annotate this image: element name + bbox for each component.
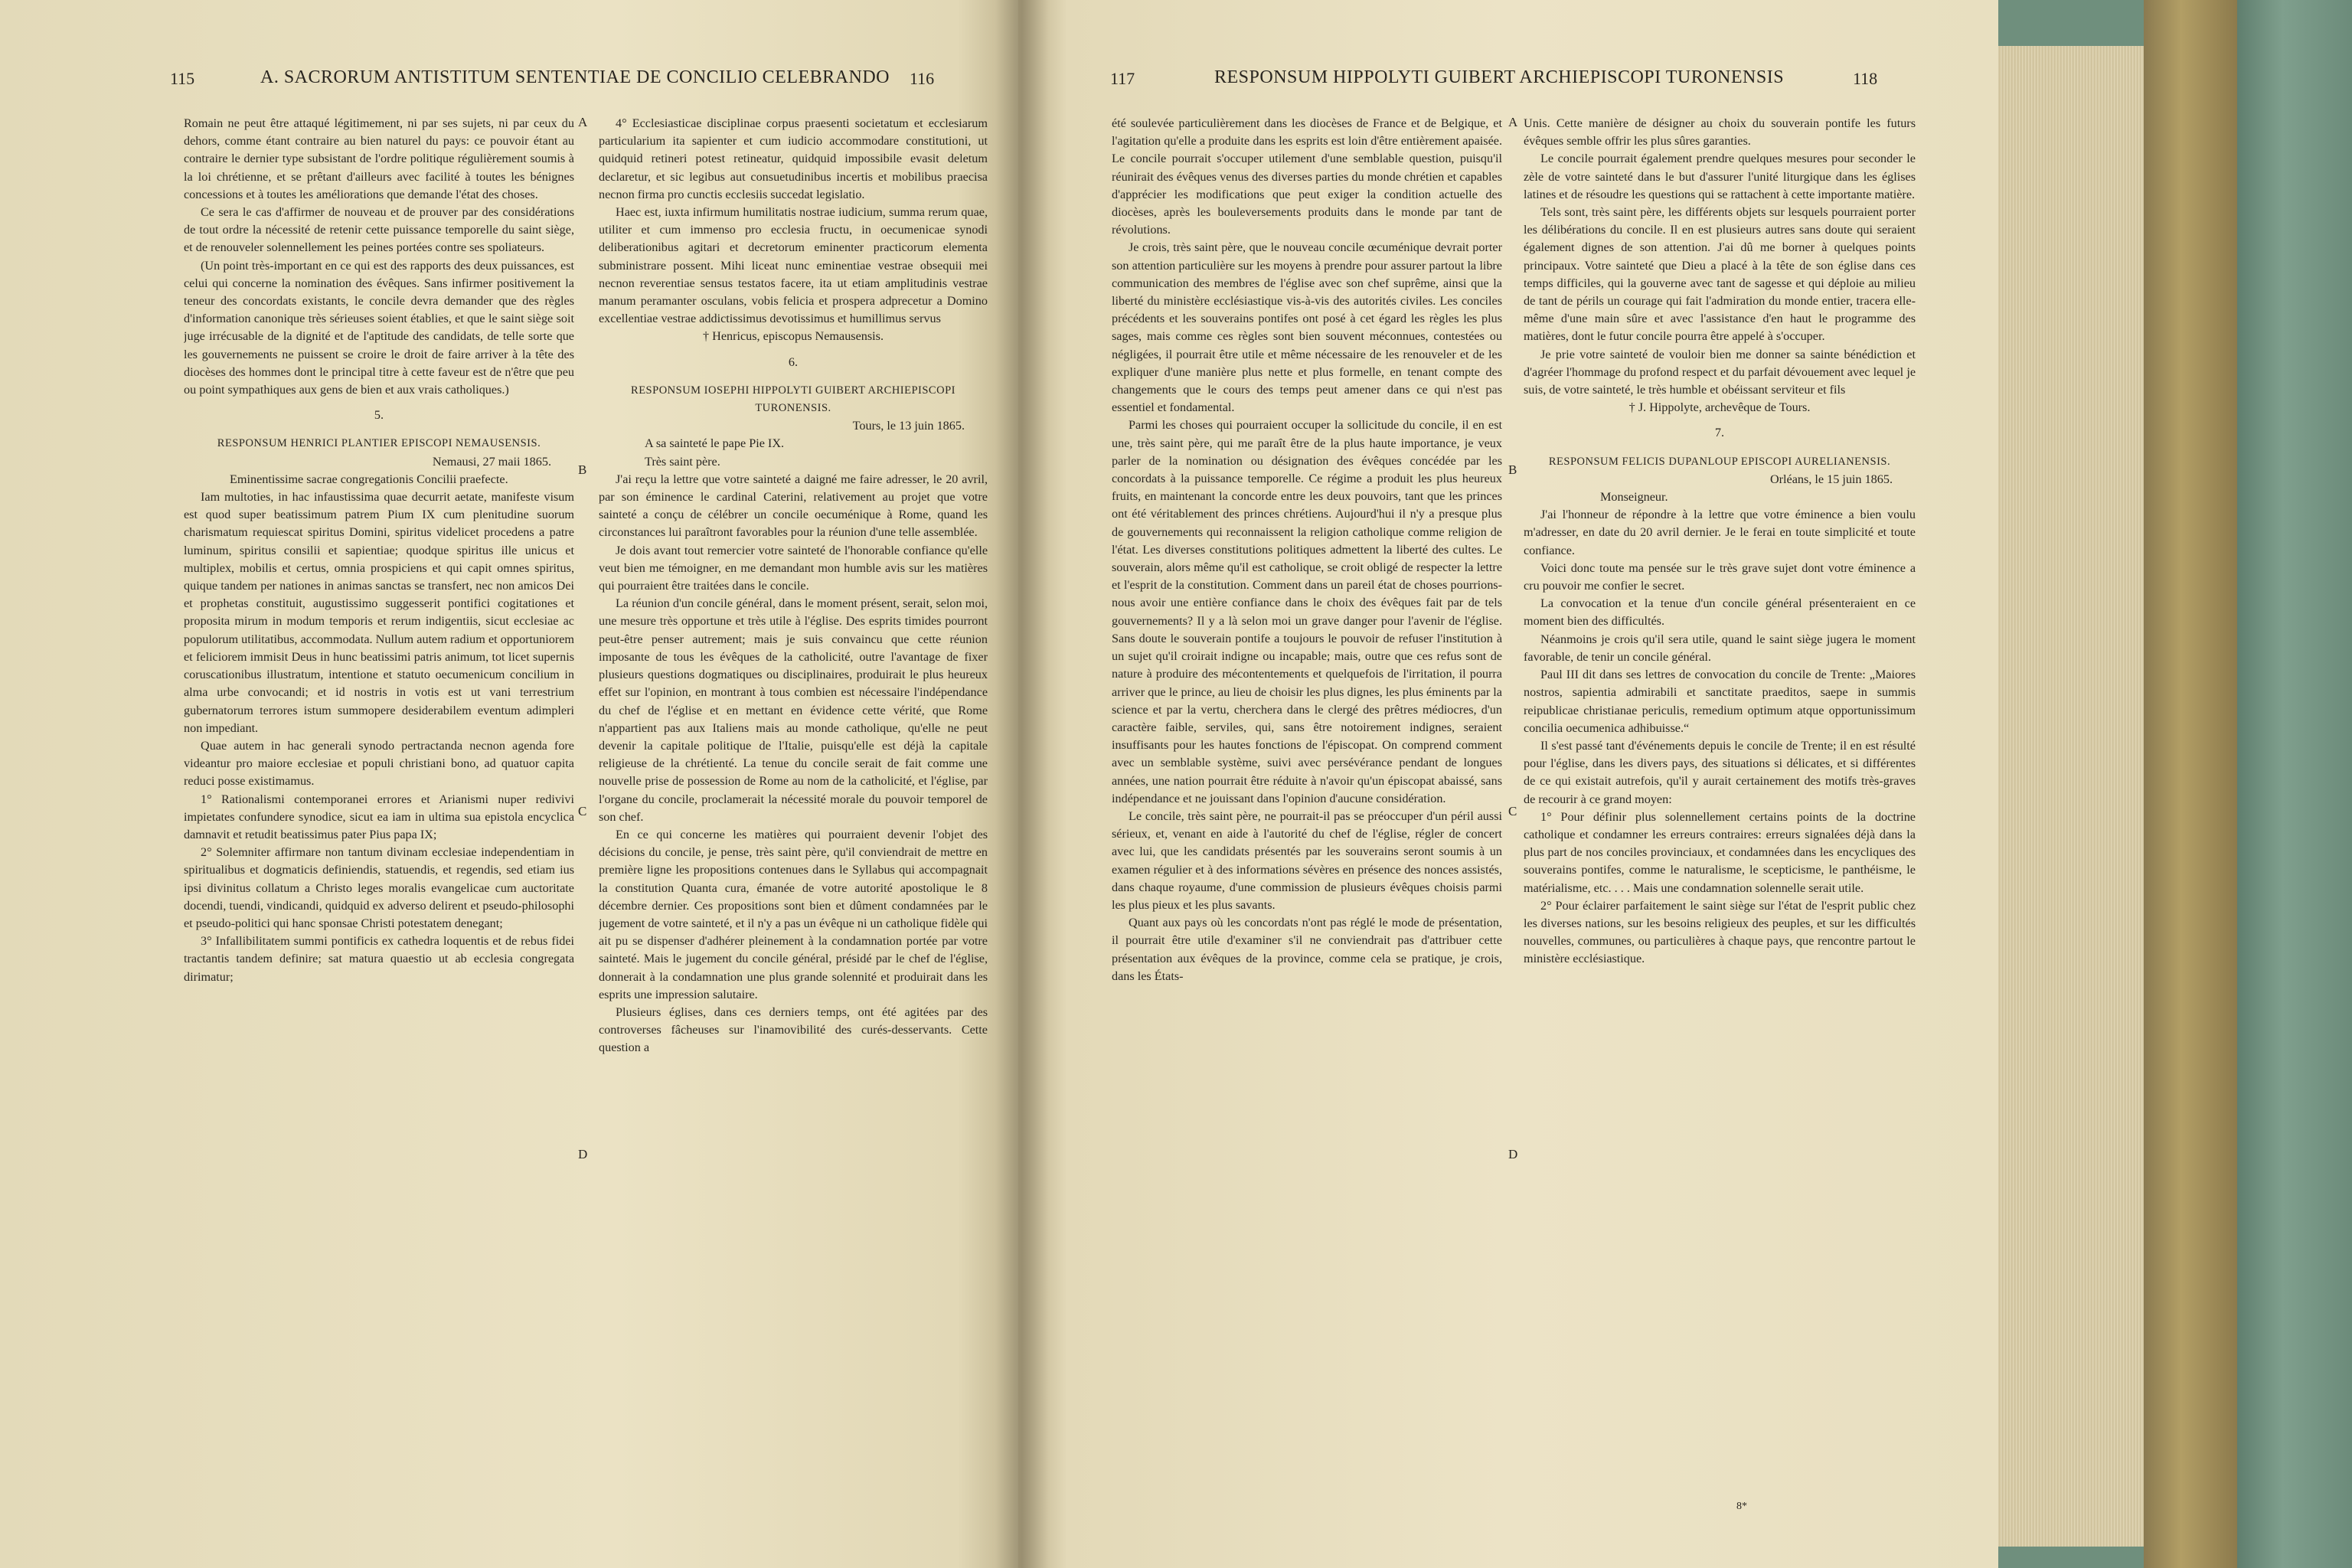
book-cover-edge bbox=[2144, 0, 2237, 1568]
paragraph: 1° Pour définir plus solennellement certains points de la doctrine catholique et condamner les erreurs contraires: erreurs signalées déjà dans la plus part de nos conciles provinciaux, et condamnées dans les encycliques des souverains pontifes, comme le naturalisme, le scepticisme, le panthéisme, le matérialisme, etc. . . . Mais une condamnation solennelle serait utile. bbox=[1524, 809, 1916, 895]
paragraph: Je dois avant tout remercier votre sainteté de l'honorable confiance qu'elle veut bien me témoigner, en me demandant mon humble avis sur les matières qui pourraient être traitées dans le concile. bbox=[599, 543, 988, 593]
running-header-left: A. SACRORUM ANTISTITUM SENTENTIAE DE CONCILIO CELEBRANDO bbox=[260, 67, 890, 87]
paragraph: Haec est, iuxta infirmum humilitatis nostrae iudicium, summa rerum quae, utiliter et cum immenso pro ecclesia fructu, in oecumenicae synodi deliberationibus agitari et decretorum eminenter practicorum elementa subministrare possent. Mihi liceat nunc eminentiae vestrae obsequii mei necnon reverentiae sensus testatos facere, ita ut etiam amplitudinis vestrae manum peramanter osculans, vobis felicia et prospera adprecetur a Domino excellentiae vestrae addictissimus devotissimus et humillimus servus bbox=[599, 205, 988, 326]
paragraph: Romain ne peut être attaqué légitimement, ni par ses sujets, ni par ceux du dehors, comme étant contraire au bien naturel du pays: ce pouvoir étant au contraire le dernier type subsistant de l'ordre politique régulièrement soumis à la loi chrétienne, et se prêtant d'ailleurs avec facilité à toutes les bénignes concessions et à toutes les améliorations que demande l'état des choses. bbox=[184, 116, 574, 201]
paragraph: Unis. Cette manière de désigner au choix du souverain pontife les futurs évêques semble offrir les plus sûres garanties. bbox=[1524, 116, 1916, 149]
page-number-116: 116 bbox=[910, 69, 935, 88]
paragraph: Je prie votre sainteté de vouloir bien me donner sa sainte bénédiction et d'agréer l'hommage du profond respect et du parfait dévouement avec lequel je suis, de votre sainteté, le très humble et obéissant serviteur et fils bbox=[1524, 347, 1916, 397]
dateline: Tours, le 13 juin 1865. bbox=[852, 419, 965, 433]
paragraph: Quant aux pays où les concordats n'ont pas réglé le mode de présentation, il pourrait être utile d'examiner s'il ne conviendrait pas d'attribuer cette présentation aux évêques de la province, comme cela se pratique, je crois, dans les États- bbox=[1112, 916, 1502, 983]
salutation: Eminentissime sacrae congregationis Concilii praefecte. bbox=[230, 472, 508, 486]
paragraph: Quae autem in hac generali synodo pertractanda necnon agenda fore videantur pro maiore ecclesiae et populi christiani bono, ad quatuor capita reduci posse existimamus. bbox=[184, 738, 574, 789]
paragraph: été soulevée particulièrement dans les diocèses de France et de Belgique, et l'agitation qu'elle a produite dans les esprits est loin d'être entièrement apaisée. Le concile pourrait s'occuper utilement d'une semblable question, puisqu'il réunirait des évêques venus des diverses parties du monde chrétien et capables d'apprécier les modifications que peut exiger la condition actuelle des diocèses, après les bouleversements produits dans le monde par tant de révolutions. bbox=[1112, 116, 1502, 237]
paragraph: 2° Solemniter affirmare non tantum divinam ecclesiae independentiam in spiritualibus et dogmaticis definiendis, statuendis, et regendis, sed etiam ius ipsi divinitus collatum a Christo leges moralis evangelicae cum auctoritate docendi, tuendi, vindicandi, quidquid ex adverso delirent et pseudo-philosophi et pseudo-politici qui hanc sponsae Christi potestatem denegant; bbox=[184, 845, 574, 930]
paragraph: En ce qui concerne les matières qui pourraient devenir l'objet des décisions du concile, je pense, très saint père, qu'il conviendrait de mettre en première ligne les propositions contenues dans le Syllabus qui accompagnait la constitution Quanta cura, émanée de votre autorité apostolique le 8 décembre dernier. Ces propositions sont bien et dûment condamnées par le jugement de votre sainteté, et il n'y a pas un évêque ni un catholique fidèle qui ait pu se dispenser d'adhérer pleinement à la condamnation portée par votre sainteté. Mais le jugement du concile général, présidé par le chef de l'église, donnerait à la condamnation une plus grande solennité et produirait dans les esprits une impression salutaire. bbox=[599, 827, 988, 1001]
paragraph: Il s'est passé tant d'événements depuis le concile de Trente; il en est résulté pour l'église, dans les divers pays, des situations si délicates, et si différentes de ce qui existait autrefois, qu'il y aurait certainement des motifs très-graves de recourir à ce grand moyen: bbox=[1524, 738, 1916, 806]
column-3 bbox=[1112, 115, 1502, 1508]
column-4 bbox=[1524, 115, 1916, 1508]
book-gutter bbox=[995, 0, 1049, 1568]
margin-letter-c: C bbox=[578, 804, 587, 818]
section-heading: RESPONSUM IOSEPHI HIPPOLYTI GUIBERT ARCHIEPISCOPI TURONENSIS. bbox=[631, 384, 956, 415]
signature-mark: 8* bbox=[1736, 1501, 1747, 1512]
section-number: 6. bbox=[788, 354, 799, 369]
background-table bbox=[2237, 0, 2352, 1568]
signature: † J. Hippolyte, archevêque de Tours. bbox=[1628, 400, 1811, 415]
margin-letter-a-right: A bbox=[1508, 115, 1518, 129]
paragraph: Le concile pourrait également prendre quelques mesures pour seconder le zèle de votre sainteté dans le but d'assurer l'unité liturgique dans les églises latines et de résoudre les questions qui se rattachent à cette importante matière. bbox=[1524, 152, 1916, 201]
paragraph: Le concile, très saint père, ne pourrait-il pas se préoccuper d'un péril aussi sérieux, et, venant en aide à l'autorité du chef de l'église, régler de concert avec lui, que les candidats présentés par les souverains seront soumis à un examen régulier et à des informations sévères en présence des nonces assistés, dans chaque royaume, d'une commission de plusieurs évêques choisis parmi les plus pieux et les plus savants. bbox=[1112, 808, 1502, 912]
paragraph: Néanmoins je crois qu'il sera utile, quand le saint siège jugera le moment favorable, de tenir un concile général. bbox=[1524, 632, 1916, 664]
paragraph: Paul III dit dans ses lettres de convocation du concile de Trente: „Maiores nostros, sapientia admirabili et sanctitate praeditos, saepe in summis reipublicae christianae periculis, remedium optimum atque opportunissimum concilia oecumenica adhibuisse.“ bbox=[1524, 668, 1916, 735]
column-1 bbox=[184, 115, 574, 1508]
running-header-right: RESPONSUM HIPPOLYTI GUIBERT ARCHIEPISCOPI TURONENSIS bbox=[1214, 67, 1785, 87]
paragraph: 2° Pour éclairer parfaitement le saint siège sur l'état de l'esprit public chez les diverses nations, sur les besoins religieux des peuples, et sur les difficultés nouvelles, communes, ou particulières à chaque pays, que rencontre partout le ministère ecclésiastique. bbox=[1524, 898, 1916, 966]
margin-letter-a: A bbox=[578, 115, 588, 129]
section-heading: RESPONSUM FELICIS DUPANLOUP EPISCOPI AURELIANENSIS. bbox=[1548, 455, 1891, 468]
paragraph: (Un point très-important en ce qui est des rapports des deux puissances, est celui qui concerne la nomination des évêques. Sans infirmer positivement la teneur des concordats existants, le concile devra demander que des règles d'information canonique très sérieuses soient établies, et que le saint siège soit juge irrécusable de la dignité et de l'aptitude des candidats, de telle sorte que les gouvernements ne puissent se croire le droit de faire arriver à la tête des diocèses des hommes dont le principal titre à cette faveur est de n'être que peu ou point sympathiques aux gens de bien et aux vrais catholiques.) bbox=[184, 258, 574, 397]
paragraph: J'ai reçu la lettre que votre sainteté a daigné me faire adresser, le 20 avril, par son éminence le cardinal Caterini, relativement au projet que votre sainteté a conçu de célébrer un concile oecuménique à Rome, quand les circonstances lui paraîtront favorables pour la réunion d'une telle assemblée. bbox=[599, 472, 988, 540]
salutation: A sa sainteté le pape Pie IX. bbox=[645, 436, 785, 451]
paragraph: Iam multoties, in hac infaustissima quae decurrit aetate, manifeste visum est quod super beatissimum patrem Pium IX cum plenitudine suorum charismatum requiescat spiritus Domini, spiritus videlicet procedens a patre luminum, spiritus consilii et sapientiae; quodque spiritus ille unicus et multiplex, mobilis et certus, omnia prospiciens et qui capit omnes spiritus, quique tandem per nationes in animas sanctas se transfert, nec non amicos Dei et prophetas constituit, augustissimo suggesserit pontifici cogitationes et proposita mirum in modum temporis et rerum indigentiis, sicut ecclesiae ac populorum utilitatibus, accommodata. Nullum autem radium et opportuniorem et feliciorem immisit Deus in hunc beatissimi patris animum, tot licet supernis coruscationibus illustratum, intentione et statuto oecumenicum concilium in alma urbe convocandi; et id nostris in votis est ut vani terrestrium gubernatorum terrores istum summopere desiderabilem eventum adimpleri non impediant. bbox=[184, 490, 574, 735]
section-number: 7. bbox=[1714, 426, 1725, 440]
paragraph: 1° Rationalismi contemporanei errores et Arianismi nuper redivivi impietates confundere synodice, sicut ea iam in ultima sua epistola encyclica damnavit et retudit beatissimus pater Pius papa IX; bbox=[184, 792, 574, 841]
signature: † Henricus, episcopus Nemausensis. bbox=[702, 329, 884, 344]
section-number: 5. bbox=[374, 408, 384, 423]
paragraph: J'ai l'honneur de répondre à la lettre que votre éminence a bien voulu m'adresser, en date du 20 avril dernier. Je le ferai en toute simplicité et toute confiance. bbox=[1524, 508, 1916, 557]
page-number-117: 117 bbox=[1110, 69, 1135, 88]
paragraph: Plusieurs églises, dans ces derniers temps, ont été agitées par des controverses fâcheuses sur l'inamovibilité des curés-desservants. Cette question a bbox=[599, 1004, 988, 1055]
salutation: Très saint père. bbox=[645, 454, 720, 469]
paragraph: Je crois, très saint père, que le nouveau concile œcuménique devrait porter son attention particulière sur les moyens à prendre pour assurer partout la libre communication des membres de l'église avec son chef suprême, ainsi que la liberté du ministère ecclésiastique vis-à-vis des autorités civiles. Les conciles précédents et les souverains pontifes ont posé à cet égard les règles les plus sages, mais comme ces règles sont bien souvent méconnues, contestées ou négligées, il pourrait être utile et même nécessaire de les renouveler et de les expliquer d'une manière plus nette et plus formelle, en tenant compte des changements que le cours des temps peut amener dans ce qui n'est pas essentiel et fondamental. bbox=[1112, 240, 1502, 415]
paragraph: Voici donc toute ma pensée sur le très grave sujet dont votre éminence a cru pouvoir me confier le secret. bbox=[1524, 560, 1916, 593]
paragraph: Parmi les choses qui pourraient occuper la sollicitude du concile, il en est une, très saint père, qui me paraît être de la plus haute importance, je veux parler de la nomination ou désignation des évêques concédée par les concordats à la puissance temporelle. Ce régime a produit les plus heureux fruits, en maintenant la concorde entre les deux pouvoirs, tant que les princes ont été véritablement des princes chrétiens. Aujourd'hui il n'y a presque plus de gouvernements qui reconnaissent la religion catholique comme religion de l'état. Les diverses constitutions politiques admettent la liberté des cultes. Le souverain, alors même qu'il est catholique, se croit obligé de respecter la lettre et l'esprit de la constitution. Comment dans un pareil état de choses pourrions-nous avoir une entière confiance dans le choix des évêques fait par de tels gouvernements? Il y a là selon moi un grave danger pour l'avenir de l'église. Sans doute le souverain pontife a toujours le pouvoir de refuser l'institution à un sujet qu'il croirait indigne ou incapable; mais, outre que ces refus sont de nature à produire des mécontentements et quelquefois de l'irritation, il pourra arriver que le prince, au lieu de choisir les plus dignes, les plus éminents par la science et par la vertu, cherchera dans le clergé des prêtres médiocres, d'un caractère faible, serviles, qui, sans être notoirement indignes, seraient insuffisants pour les hautes fonctions de l'épiscopat. On comprend comment avec un semblable système, suivi avec persévérance pendant de longues années, une nation pourrait être réduite à n'avoir qu'un épiscopat abaissé, sans indépendance et ne jouissant dans l'opinion d'aucune considération. bbox=[1112, 418, 1502, 805]
margin-letter-d: D bbox=[578, 1147, 588, 1161]
paragraph: La convocation et la tenue d'un concile général présenteraient en ce moment bien des difficultés. bbox=[1524, 596, 1916, 629]
page-number-115: 115 bbox=[170, 69, 195, 88]
paragraph: La réunion d'un concile général, dans le moment présent, serait, selon moi, une mesure très opportune et très utile à l'église. Des esprits timides pourront peut-être penser autrement; mais je suis convaincu que cette réunion imposante de tous les évêques de la catholicité, outre l'avantage de fixer plusieurs questions dogmatiques ou disciplinaires, produirait le plus heureux effet sur l'opinion, en montrant à tous combien est nécessaire l'indépendance du chef de l'église et en mettant en évidence cette vérité, que Rome n'appartient pas aux Italiens mais au monde catholique, qu'elle ne peut devenir la capitale politique de l'Italie, puisqu'elle est déjà la capitale religieuse de la chrétienté. La tenue du concile serait de fait comme une nouvelle prise de possession de Rome au nom de la catholicité, et l'église, par l'organe du concile, proclamerait la nécessité morale du pouvoir temporel de son chef. bbox=[599, 596, 988, 824]
paragraph: 4° Ecclesiasticae disciplinae corpus praesenti societatum et ecclesiarum particularium ita sapienter et cum iudicio accommodare constitutioni, ut quidquid retineri potest retineatur, quidquid impossibile evasit deletum declaretur, et sic legibus aut consuetudinibus incertis et mobilibus praecisa necnon firma pro cunctis ecclesiis succedat legislatio. bbox=[599, 116, 988, 201]
margin-letter-d-right: D bbox=[1508, 1147, 1518, 1161]
column-2 bbox=[599, 115, 988, 1508]
margin-letter-b-right: B bbox=[1508, 462, 1517, 477]
paragraph: 3° Infallibilitatem summi pontificis ex cathedra loquentis et de rebus fidei tractantis tandem definire; sat matura quaestio ut ab ecclesia congregata dirimatur; bbox=[184, 934, 574, 984]
salutation: Monseigneur. bbox=[1600, 490, 1668, 505]
left-page bbox=[0, 0, 1018, 1568]
margin-letter-b: B bbox=[578, 462, 587, 477]
dateline: Orléans, le 15 juin 1865. bbox=[1769, 472, 1893, 486]
paragraph: Tels sont, très saint père, les différents objets sur lesquels pourraient porter les délibérations du concile. Il en est plusieurs autres sans doute qui seraient également dignes de son attention. J'ai dû me borner à quelques points principaux. Votre sainteté que Dieu a placé à la tête de son église dans ces temps difficiles, qui la gouverne avec tant de sagesse et qui déploie au milieu de tant de périls un courage qui fait l'admiration du monde entier, tracera elle-même d'une main sûre et avec l'assistance d'en haut le programme des matières, dont le futur concile pourra être appelé à s'occuper. bbox=[1524, 205, 1916, 344]
margin-letter-c-right: C bbox=[1508, 804, 1517, 818]
dateline: Nemausi, 27 maii 1865. bbox=[432, 454, 551, 469]
section-heading: RESPONSUM HENRICI PLANTIER EPISCOPI NEMAUSENSIS. bbox=[217, 437, 541, 450]
paragraph: Ce sera le cas d'affirmer de nouveau et de prouver par des considérations de tout ordre la nécessité de retenir cette puissance temporelle du saint siège, et de renouveler solennellement les peines portées contre ses spoliateurs. bbox=[184, 205, 574, 255]
page-stack-edges bbox=[1998, 46, 2144, 1547]
page-number-118: 118 bbox=[1853, 69, 1878, 88]
